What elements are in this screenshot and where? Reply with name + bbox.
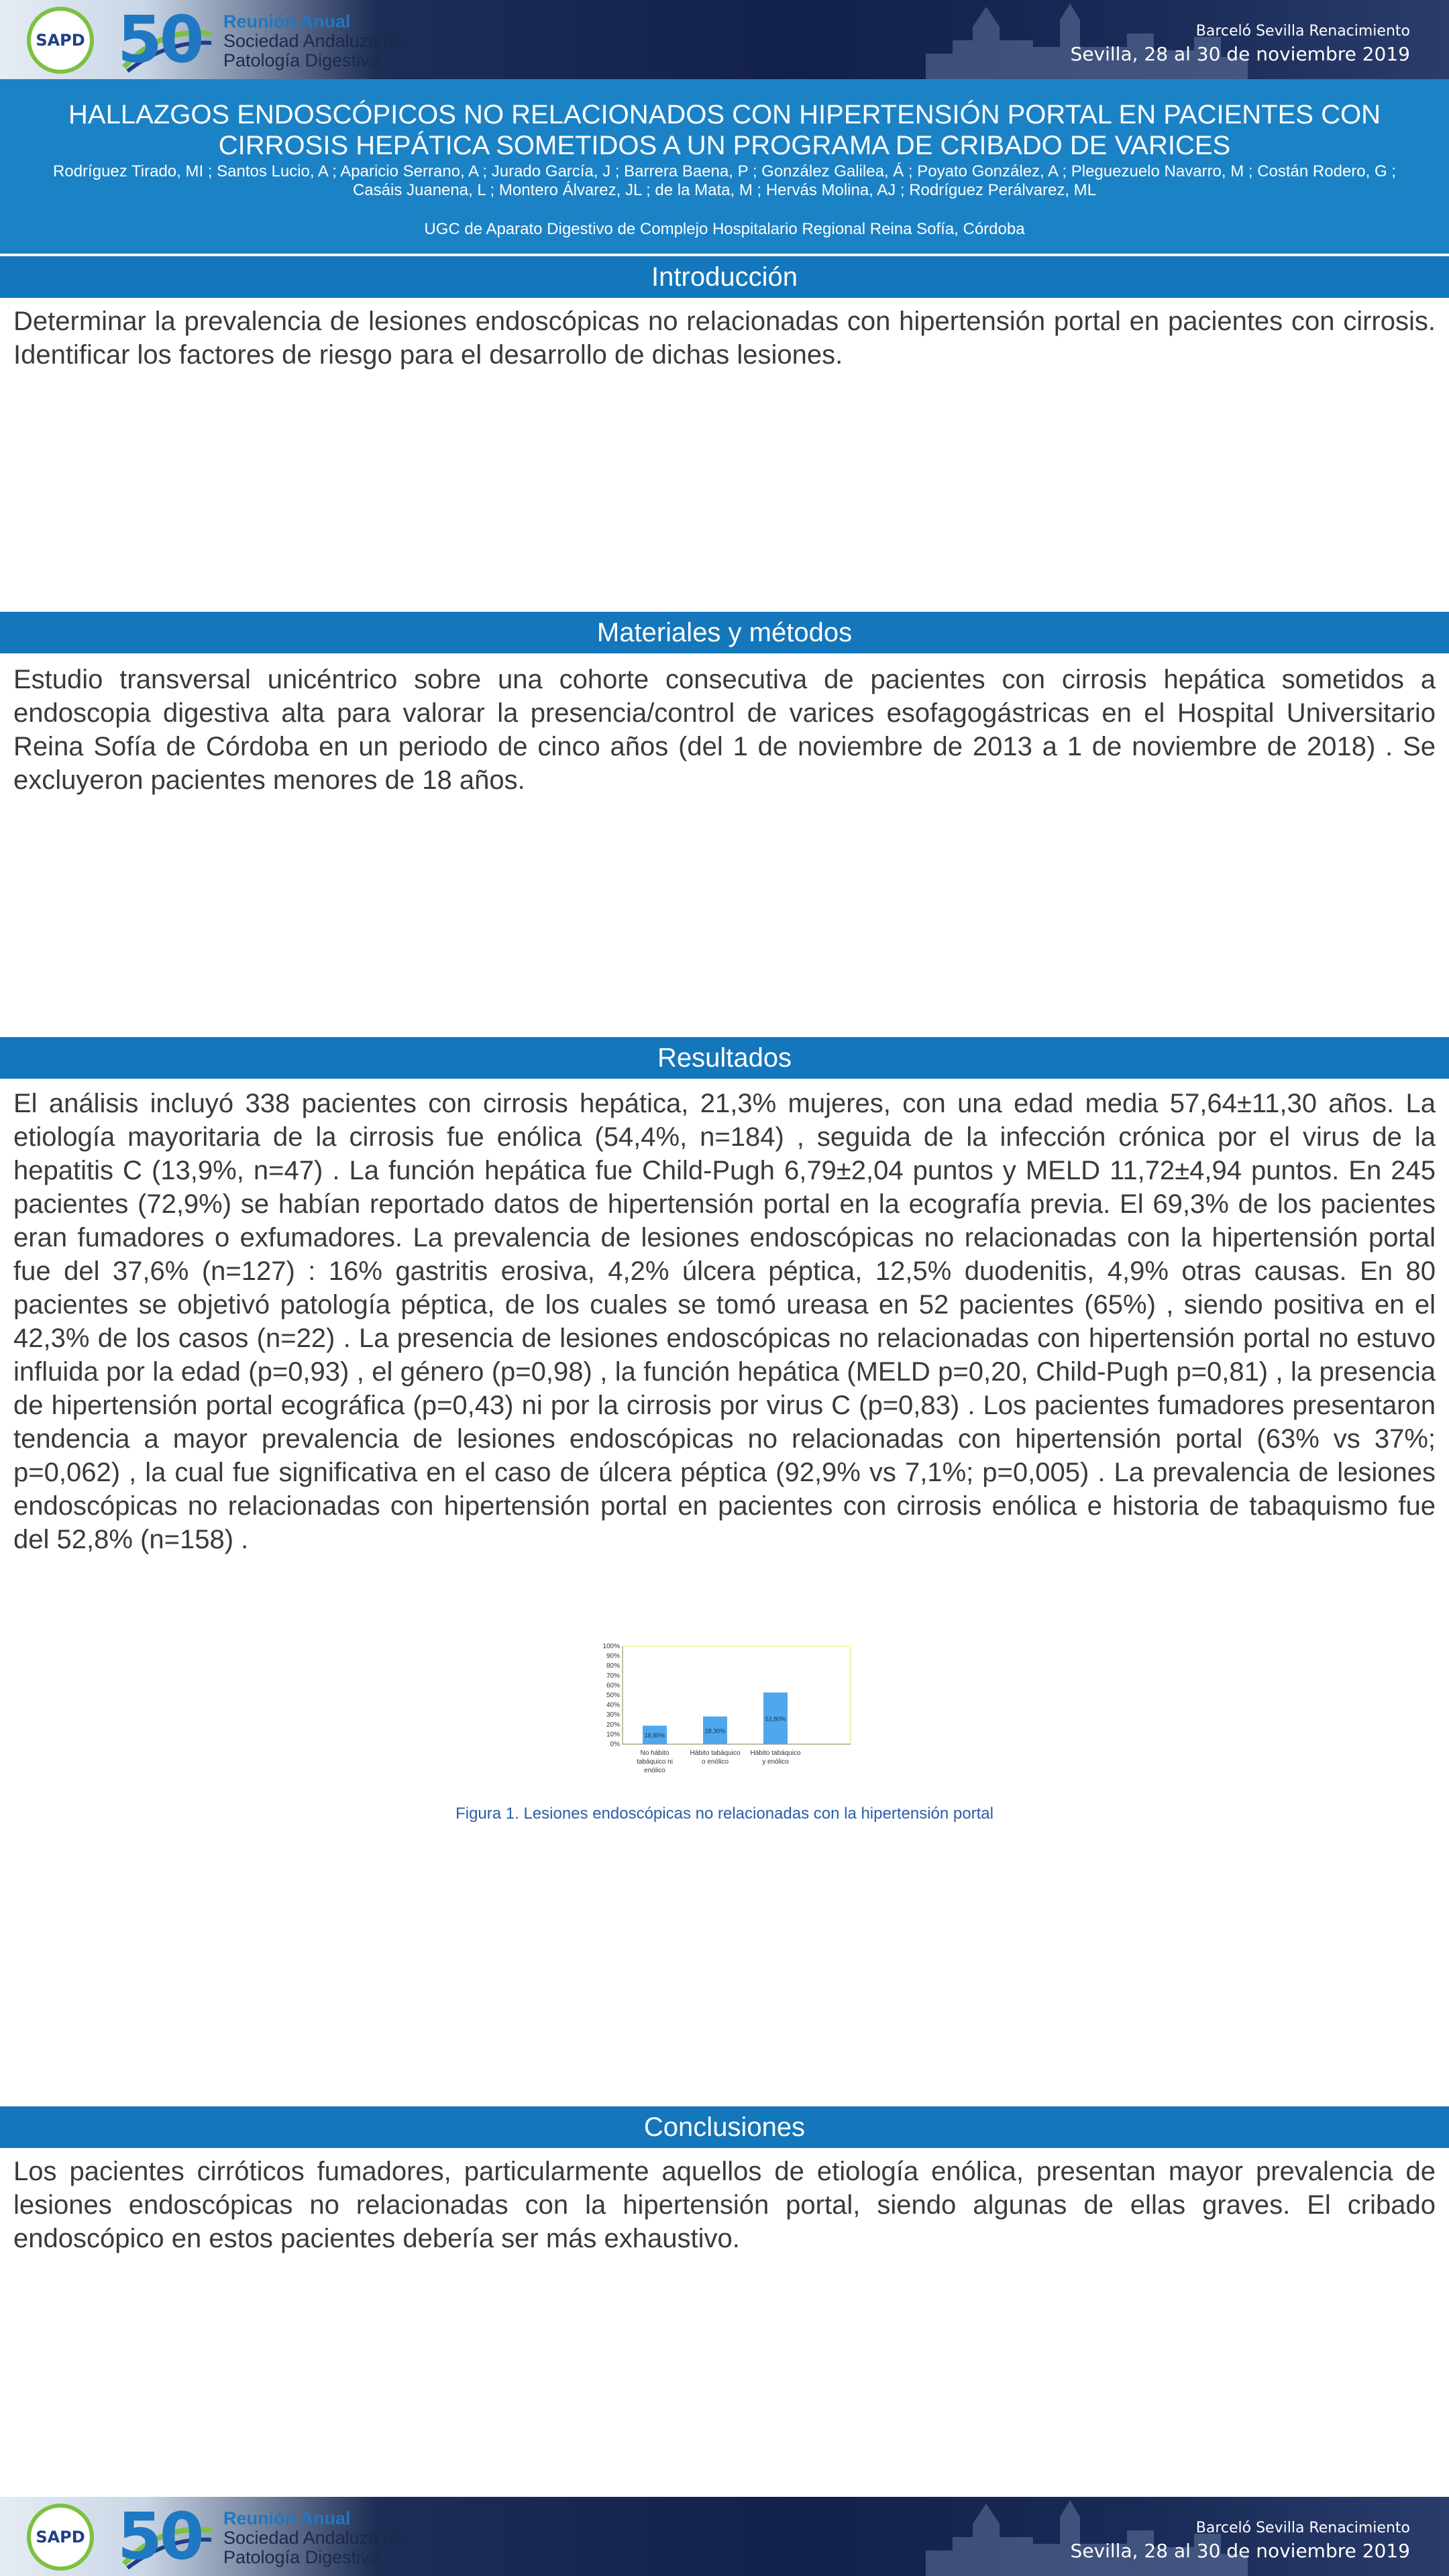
x-tick-label: No hábito — [640, 1750, 669, 1757]
methods-text: Estudio transversal unicéntrico sobre una cohorte consecutiva de pacientes con cirrosis hepática sometidos a endoscopia digestiva alta para valorar la presencia/control de varices esofagogástricas en el Hospital Universitario Reina Sofía de Córdoba en un periodo de cinco años (del 1 de noviembre de 2013 a 1 de noviembre de 2018) . Se excluyeron pacientes menores de 18 años. — [13, 665, 1436, 795]
section-heading-results: Resultados — [0, 1037, 1449, 1079]
figure-1-chart — [590, 1642, 865, 1786]
results-text: El análisis incluyó 338 pacientes con cirrosis hepática, 21,3% mujeres, con una edad media 57,64±11,30 años. La etiología mayoritaria de la cirrosis fue enólica (54,4%, n=184) , seguida de la infección crónica por el virus de la hepatitis C (13,9%, n=47) . La función hepática fue Child-Pugh 6,79±2,04 puntos y MELD 11,72±4,94 puntos. En 245 pacientes (72,9%) se habían reportado datos de hipertensión portal en la ecografía previa. El 69,3% de los pacientes eran fumadores o exfumadores. La prevalencia de lesiones endoscópicas no relacionadas con la hipertensión portal fue del 37,6% (n=127) : 16% gastritis erosiva, 4,2% úlcera péptica, 12,5% duodenitis, 4,9% otras causas. En 80 pacientes se objetivó patología péptica, de los cuales se tomó ureasa en 52 pacientes (65%) , siendo positiva en el 42,3% de los casos (n=22) . La presencia de lesiones endoscópicas no relacionadas con hipertensión portal no estuvo influida por la edad (p=0,93) , el género (p=0,98) , la función hepática (MELD p=0,20, Child-Pugh p=0,81) , la presencia de hipertensión portal ecográfica (p=0,43) ni por la cirrosis por virus C (p=0,83) . Los pacientes fumadores presentaron tendencia a mayor prevalencia de lesiones endoscópicas no relacionadas con hipertensión portal (63% vs 37%; p=0,062) , la cual fue significativa en el caso de úlcera péptica (92,9% vs 7,1%; p=0,005) . La prevalencia de lesiones endoscópicas no relacionadas con hipertensión portal en pacientes con cirrosis enólica e historia de tabaquismo fue del 52,8% (n=158) . — [13, 1089, 1436, 1554]
y-tick-label: 30% — [606, 1711, 620, 1719]
meeting-line-1: Reunión Anual — [223, 2508, 351, 2528]
y-tick-label: 80% — [606, 1662, 620, 1670]
y-tick-label: 0% — [610, 1741, 620, 1748]
meeting-name — [223, 12, 404, 70]
x-tick-label: Hábito tabáquico — [750, 1750, 801, 1757]
y-tick-label: 100% — [602, 1643, 620, 1650]
bottom-banner — [0, 2497, 1449, 2576]
sapd-logo-text: SAPD — [36, 31, 85, 50]
event-dates: Sevilla, 28 al 30 de noviembre 2019 — [1070, 43, 1410, 65]
sapd-logo-text: SAPD — [36, 2528, 85, 2546]
section-heading-conclusions: Conclusiones — [0, 2106, 1449, 2148]
anniversary-number: 50 — [117, 2, 202, 77]
y-tick-label: 20% — [606, 1721, 620, 1729]
x-tick-label: o enólico — [701, 1758, 729, 1766]
data-label: 28,30% — [704, 1727, 726, 1735]
x-tick-label: y enólico — [762, 1758, 789, 1766]
venue-name: Barceló Sevilla Renacimiento — [1195, 2520, 1410, 2536]
venue-name: Barceló Sevilla Renacimiento — [1195, 23, 1410, 40]
meeting-line-3: Patología Digestiva — [223, 2547, 380, 2567]
sapd-logo — [27, 2504, 94, 2571]
x-tick-label: Hábito tabáquico — [690, 1750, 741, 1757]
event-dates: Sevilla, 28 al 30 de noviembre 2019 — [1070, 2540, 1410, 2562]
figure-caption: Figura 1. Lesiones endoscópicas no relacionadas con la hipertensión portal — [455, 1805, 994, 1823]
meeting-line-2: Sociedad Andaluza de — [223, 2528, 404, 2548]
top-banner — [0, 0, 1449, 79]
section-heading-introduction: Introducción — [0, 256, 1449, 298]
meeting-name — [223, 2509, 404, 2567]
y-tick-label: 40% — [606, 1701, 620, 1709]
bar-chart — [590, 1642, 865, 1786]
affiliation: UGC de Aparato Digestivo de Complejo Hospitalario Regional Reina Sofía, Córdoba — [424, 220, 1025, 238]
x-tick-label: tabáquico ni — [637, 1758, 673, 1766]
data-label: 52,80% — [765, 1715, 786, 1723]
title-block — [0, 79, 1449, 254]
data-label: 18,90% — [644, 1732, 665, 1739]
venue-info — [1071, 2517, 1410, 2563]
anniversary-number: 50 — [117, 2499, 202, 2574]
y-tick-label: 60% — [606, 1682, 620, 1690]
venue-info — [1071, 20, 1410, 66]
x-tick-label: enólico — [644, 1767, 665, 1774]
y-tick-label: 70% — [606, 1672, 620, 1680]
meeting-line-2: Sociedad Andaluza de — [223, 31, 404, 51]
poster-title: HALLAZGOS ENDOSCÓPICOS NO RELACIONADOS CON HIPERTENSIÓN PORTAL EN PACIENTES CON CIRROSIS HEPÁTICA SOMETIDOS A UN PROGRAMA DE CRIBADO DE VARICES — [68, 100, 1381, 160]
introduction-text: Determinar la prevalencia de lesiones endoscópicas no relacionadas con hipertensión portal en pacientes con cirrosis. Identificar los factores de riesgo para el desarrollo de dichas lesiones. — [13, 307, 1436, 370]
y-tick-label: 10% — [606, 1731, 620, 1739]
meeting-line-3: Patología Digestiva — [223, 50, 380, 70]
y-tick-label: 90% — [606, 1652, 620, 1660]
sapd-logo — [27, 7, 94, 74]
section-heading-methods: Materiales y métodos — [0, 612, 1449, 653]
y-tick-label: 50% — [606, 1692, 620, 1699]
author-list: Rodríguez Tirado, MI ; Santos Lucio, A ; Aparicio Serrano, A ; Jurado García, J ; Barrera Baena, P ; González Galilea, Á ; Poyato González, A ; Pleguezuelo Navarro, M ; Costán Rodero, G ; Casáis Juanena, L ; Montero Álvarez, JL ; de la Mata, M ; Hervás Molina, AJ ; Rodríguez Perálvarez, ML — [53, 162, 1396, 199]
conclusions-text: Los pacientes cirróticos fumadores, particularmente aquellos de etiología enólica, presentan mayor prevalencia de lesiones endoscópicas no relacionadas con la hipertensión portal, siendo algunas de ellas graves. El cribado endoscópico en estos pacientes debería ser más exhaustivo. — [13, 2157, 1436, 2253]
meeting-line-1: Reunión Anual — [223, 11, 351, 32]
